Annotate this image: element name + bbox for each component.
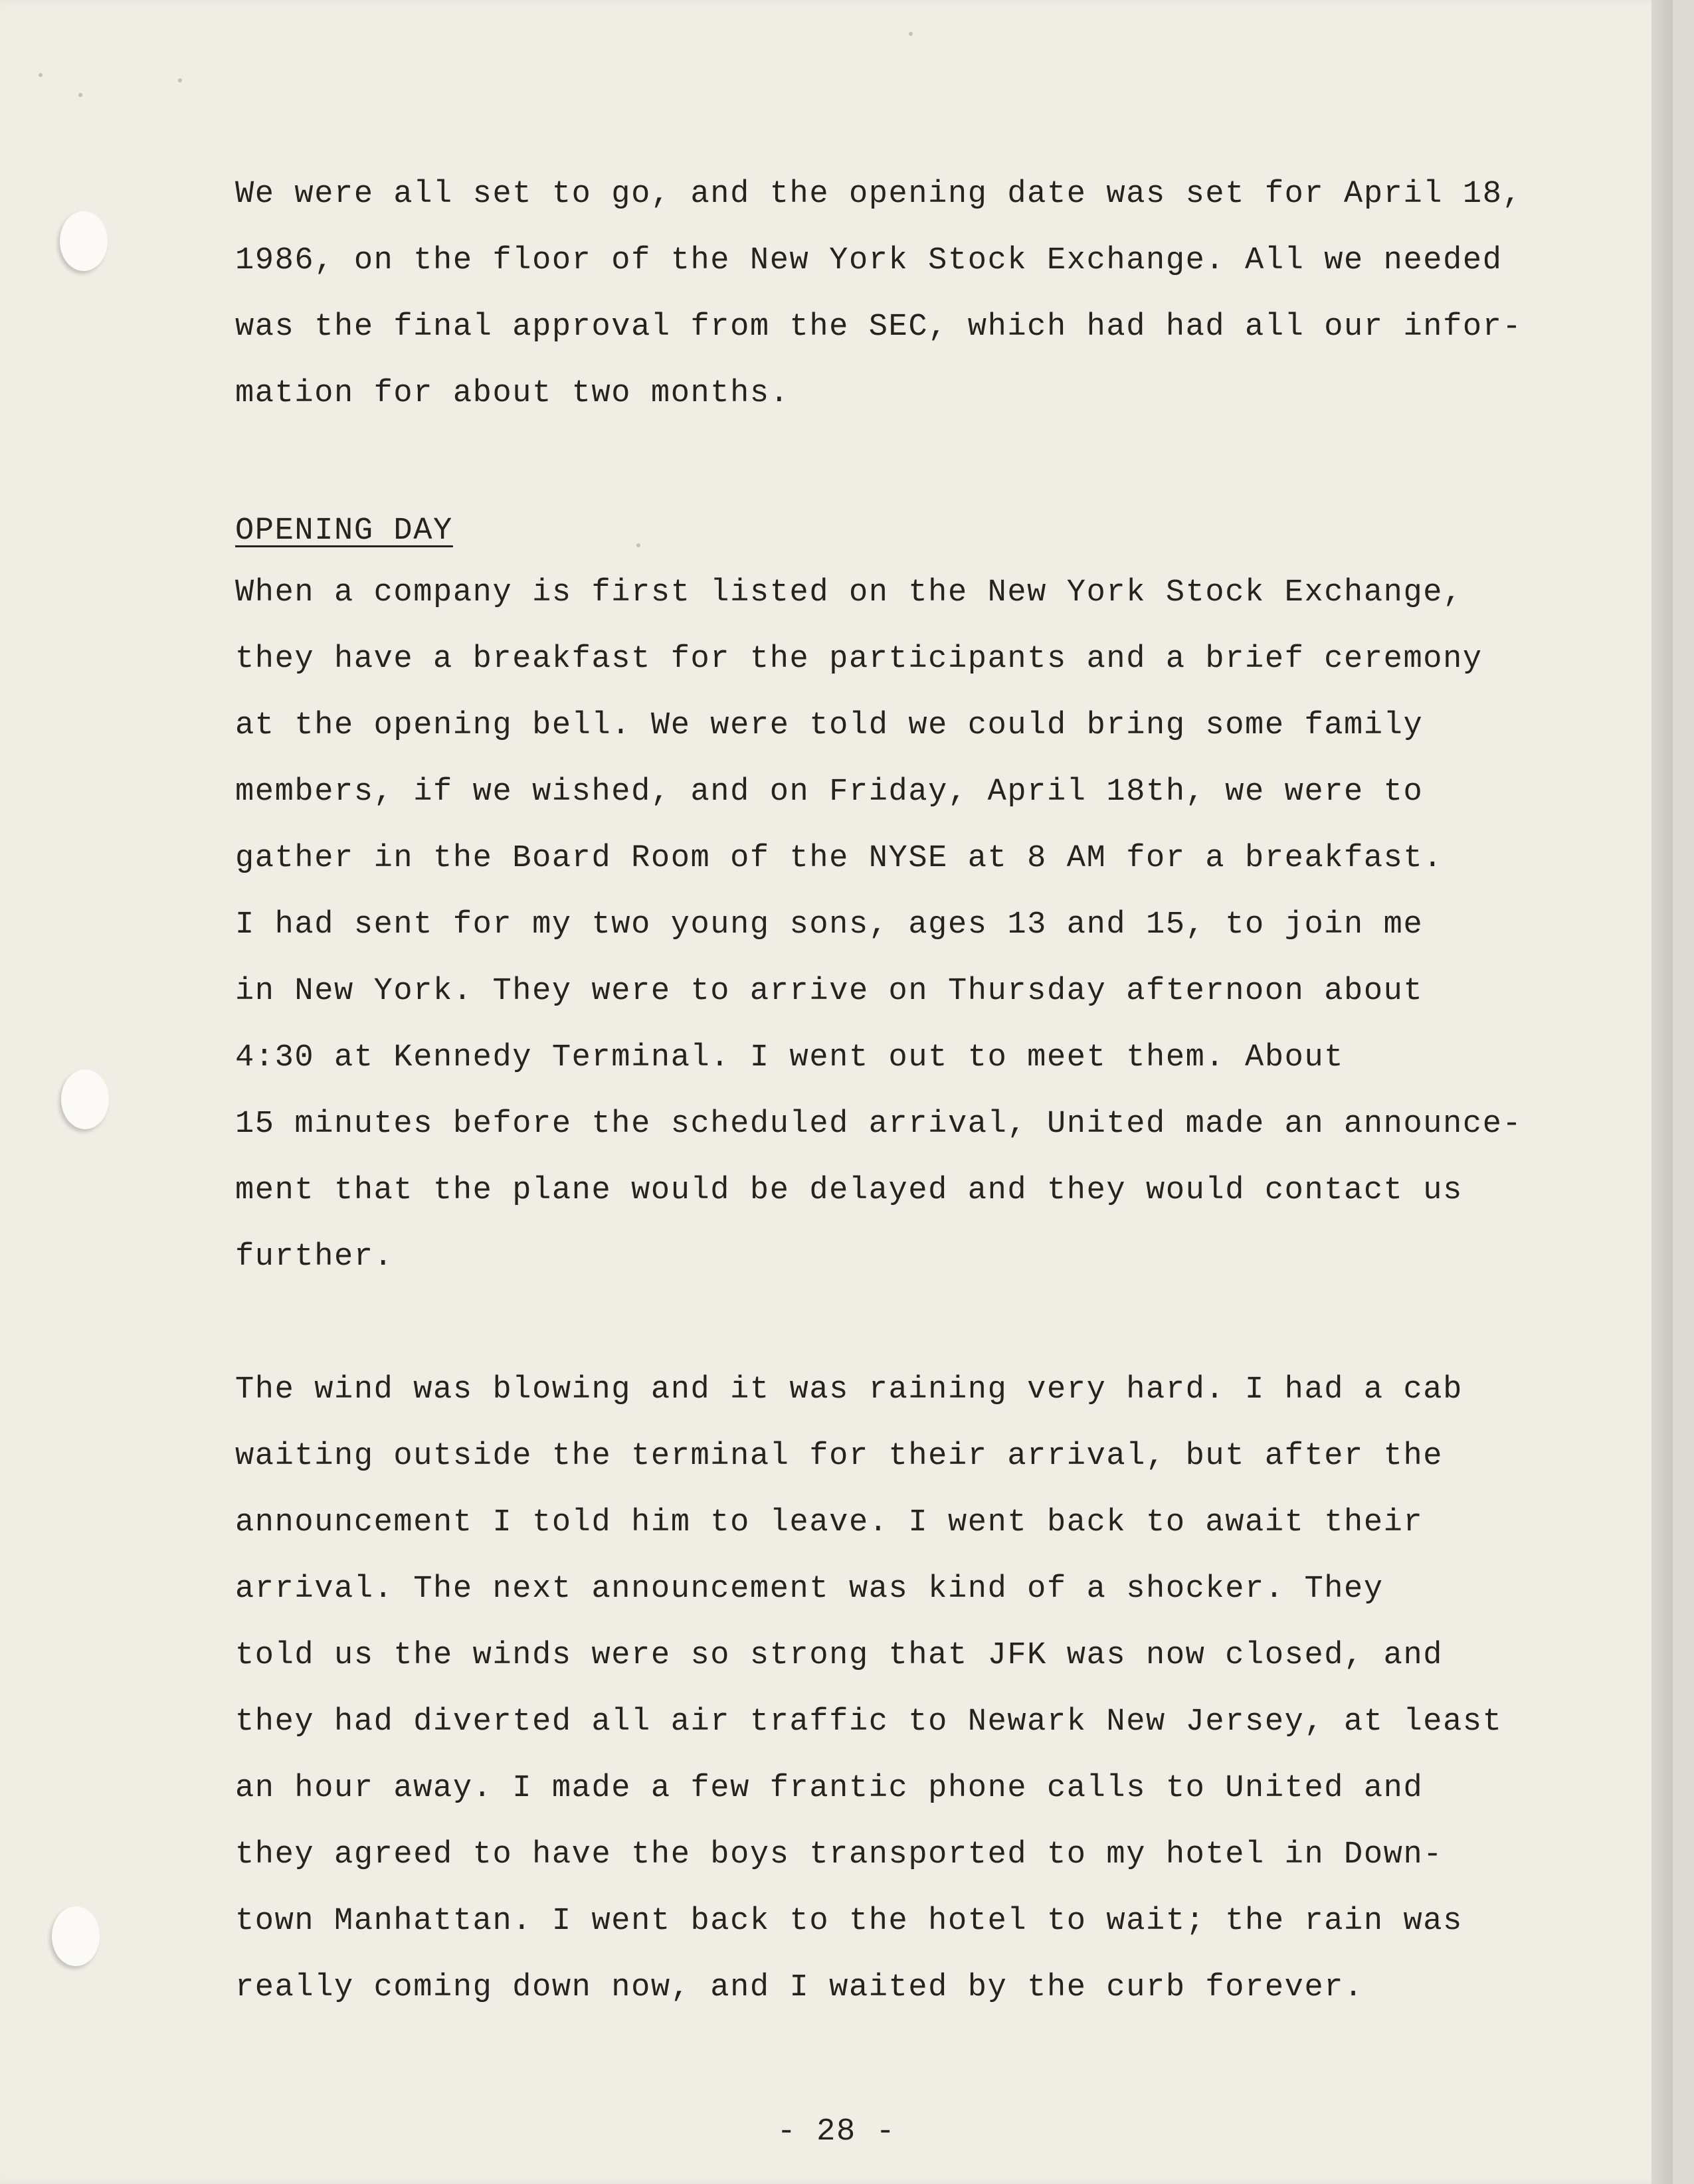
text-line: announcement I told him to leave. I went back to await their [235, 1505, 1424, 1540]
text-line: ment that the plane would be delayed and they would contact us [235, 1173, 1463, 1208]
text-line: mation for about two months. [235, 376, 790, 411]
text-line: I had sent for my two young sons, ages 13 and 15, to join me [235, 907, 1424, 943]
text-line: really coming down now, and I waited by the curb forever. [235, 1970, 1364, 2005]
paper-speck [909, 32, 913, 36]
text-line: was the final approval from the SEC, which had had all our infor- [235, 310, 1523, 345]
text-line: in New York. They were to arrive on Thursday afternoon about [235, 974, 1424, 1009]
section-heading: OPENING DAY [235, 513, 453, 549]
paper-speck [636, 543, 640, 547]
text-line: at the opening bell. We were told we could bring some family [235, 708, 1424, 743]
text-line: an hour away. I made a few frantic phone calls to United and [235, 1771, 1424, 1806]
text-line: 1986, on the floor of the New York Stock Exchange. All we needed [235, 243, 1503, 278]
text-line: told us the winds were so strong that JFK was now closed, and [235, 1638, 1444, 1673]
text-line: The wind was blowing and it was raining very hard. I had a cab [235, 1372, 1463, 1408]
page-number: - 28 - [777, 2114, 896, 2149]
punch-hole-top [60, 211, 108, 271]
text-line: arrival. The next announcement was kind of a shocker. They [235, 1572, 1384, 1607]
page-edge [1651, 0, 1673, 2184]
paper-speck [178, 78, 182, 82]
text-line: they agreed to have the boys transported to my hotel in Down- [235, 1837, 1444, 1872]
punch-hole-bottom [52, 1906, 100, 1966]
paper-speck [39, 73, 43, 77]
text-line: they had diverted all air traffic to Newark New Jersey, at least [235, 1704, 1503, 1740]
text-line: 15 minutes before the scheduled arrival, United made an announce- [235, 1107, 1523, 1142]
text-line: they have a breakfast for the participants and a brief ceremony [235, 642, 1483, 677]
text-line: 4:30 at Kennedy Terminal. I went out to meet them. About [235, 1040, 1345, 1075]
text-line: We were all set to go, and the opening date was set for April 18, [235, 177, 1523, 212]
text-line: members, if we wished, and on Friday, April 18th, we were to [235, 774, 1424, 810]
paper-speck [78, 93, 82, 97]
paragraph-1 [235, 161, 1537, 427]
text-line: town Manhattan. I went back to the hotel to wait; the rain was [235, 1904, 1463, 1939]
paragraph-3 [235, 1357, 1537, 2021]
paragraph-2 [235, 560, 1537, 1291]
text-line: gather in the Board Room of the NYSE at 8 AM for a breakfast. [235, 841, 1444, 876]
text-line: further. [235, 1239, 394, 1275]
text-line: waiting outside the terminal for their arrival, but after the [235, 1439, 1444, 1474]
text-line: When a company is first listed on the New York Stock Exchange, [235, 575, 1463, 610]
punch-hole-middle [61, 1069, 109, 1129]
